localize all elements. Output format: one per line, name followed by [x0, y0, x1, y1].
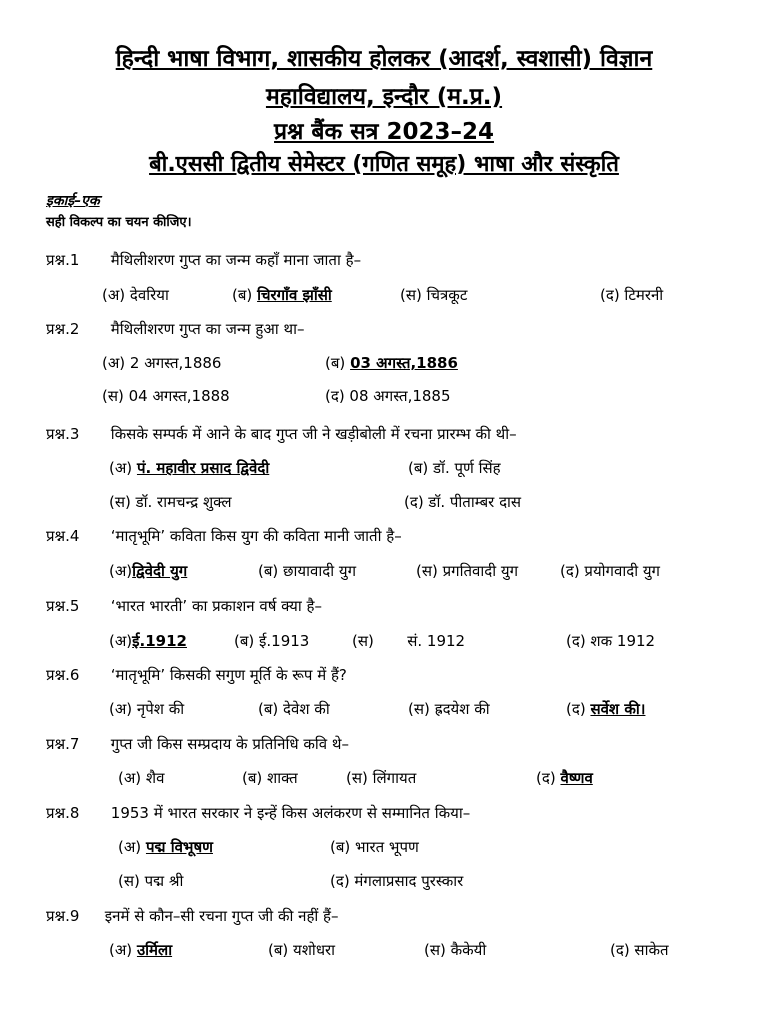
- option-a: (अ) शैव: [118, 769, 165, 787]
- question-8: [46, 803, 470, 823]
- answer-key: चिरगाँव झाँसी: [257, 286, 332, 304]
- option-a: (अ) देवरिया: [102, 286, 169, 304]
- answer-key: पद्म विभूषण: [145, 838, 213, 856]
- question-number: प्रश्न.4: [46, 527, 80, 545]
- option-d: (द) प्रयोगवादी युग: [560, 562, 660, 580]
- question-number: प्रश्न.2: [46, 320, 80, 338]
- option-d: (द) टिमरनी: [600, 286, 664, 304]
- question-6: [46, 665, 347, 685]
- unit-heading: इकाई–एक: [46, 193, 100, 209]
- option-b: (ब) शाक्त: [242, 769, 298, 787]
- option-a: (अ) पं. महावीर प्रसाद द्विवेदी: [109, 459, 270, 477]
- option-d: (द) मंगलाप्रसाद पुरस्कार: [330, 872, 464, 890]
- option-d: (द) डॉ. पीताम्बर दास: [404, 493, 522, 511]
- question-number: प्रश्न.1: [46, 251, 80, 269]
- option-d: (द) वैष्णव: [536, 769, 593, 787]
- option-b: (ब) छायावादी युग: [258, 562, 357, 580]
- option-a: (अ) नृपेश की: [109, 700, 185, 718]
- answer-key: वैष्णव: [560, 769, 593, 787]
- question-3: [46, 424, 517, 444]
- option-b: (ब) ई.1913: [234, 632, 310, 650]
- option-c: (स) पद्म श्री: [118, 872, 184, 890]
- question-number: प्रश्न.3: [46, 425, 80, 443]
- instruction-text: सही विकल्प का चयन कीजिए।: [46, 215, 192, 230]
- option-c: (स) चित्रकूट: [400, 286, 468, 304]
- question-text: ‘मातृभूमि’ किसकी सगुण मूर्ति के रूप में हैं?: [110, 666, 347, 684]
- question-number: प्रश्न.8: [46, 804, 80, 822]
- option-c: (स) ह्रदयेश की: [408, 700, 490, 718]
- option-a: (अ)ई.1912: [109, 632, 187, 650]
- question-number: प्रश्न.9: [46, 907, 80, 925]
- option-c: (स) कैकेयी: [424, 941, 487, 959]
- answer-key: उर्मिला: [136, 941, 173, 959]
- question-number: प्रश्न.5: [46, 597, 80, 615]
- option-c: (स) 04 अगस्त,1888: [102, 387, 230, 405]
- question-text: किसके सम्पर्क में आने के बाद गुप्त जी ने खड़ीबोली में रचना प्रारम्भ की थी–: [110, 425, 517, 443]
- question-7: [46, 734, 349, 754]
- question-9: [46, 906, 339, 926]
- option-b: (ब) 03 अगस्त,1886: [325, 354, 458, 372]
- option-a: (अ) उर्मिला: [109, 941, 173, 959]
- option-d: (द) 08 अगस्त,1885: [325, 387, 451, 405]
- option-b: (ब) देवेश की: [258, 700, 330, 718]
- header-line-college: महाविद्यालय, इन्दौर (म.प्र.): [265, 84, 503, 110]
- option-a: (अ)द्विवेदी युग: [109, 562, 188, 580]
- question-1: [46, 250, 361, 270]
- header-line-department: हिन्दी भाषा विभाग, शासकीय होलकर (आदर्श, स्वशासी) विज्ञान: [115, 46, 653, 72]
- answer-key: द्विवेदी युग: [132, 562, 188, 580]
- option-c: (स) लिंगायत: [346, 769, 417, 787]
- option-b: (ब) चिरगाँव झाँसी: [232, 286, 332, 304]
- question-text: मैथिलीशरण गुप्त का जन्म कहाँ माना जाता है–: [110, 251, 362, 269]
- option-a: (अ) पद्म विभूषण: [118, 838, 213, 856]
- question-text: गुप्त जी किस सम्प्रदाय के प्रतिनिधि कवि थे–: [110, 735, 349, 753]
- answer-key: पं. महावीर प्रसाद द्विवेदी: [136, 459, 270, 477]
- question-number: प्रश्न.7: [46, 735, 80, 753]
- option-d: (द) शक 1912: [566, 632, 656, 650]
- question-5: [46, 596, 322, 616]
- question-text: ‘मातृभूमि’ कविता किस युग की कविता मानी जाती है–: [110, 527, 402, 545]
- header-line-session: प्रश्न बैंक सत्र 2023–24: [274, 119, 494, 145]
- question-text: मैथिलीशरण गुप्त का जन्म हुआ था–: [110, 320, 305, 338]
- option-d: (द) साकेत: [610, 941, 669, 959]
- question-text: ‘भारत भारती’ का प्रकाशन वर्ष क्या है–: [110, 597, 322, 615]
- option-b: (ब) डॉ. पूर्ण सिंह: [408, 459, 501, 477]
- option-c: (स) सं. 1912: [352, 632, 466, 650]
- answer-key: ई.1912: [132, 632, 187, 650]
- question-text: इनमें से कौन–सी रचना गुप्त जी की नहीं हैं–: [104, 907, 339, 925]
- option-c: (स) प्रगतिवादी युग: [416, 562, 519, 580]
- option-b: (ब) भारत भूपण: [330, 838, 419, 856]
- header-line-course: बी.एससी द्वितीय सेमेस्टर (गणित समूह) भाषा और संस्कृति: [149, 152, 619, 177]
- option-d: (द) सर्वेश की।: [566, 700, 646, 718]
- option-c: (स) डॉ. रामचन्द्र शुक्ल: [109, 493, 232, 511]
- option-b: (ब) यशोधरा: [268, 941, 336, 959]
- question-2: [46, 319, 304, 339]
- answer-key: सर्वेश की।: [590, 700, 646, 718]
- question-text: 1953 में भारत सरकार ने इन्हें किस अलंकरण से सम्मानित किया–: [110, 804, 471, 822]
- option-a: (अ) 2 अगस्त,1886: [102, 354, 222, 372]
- question-4: [46, 526, 402, 546]
- answer-key: 03 अगस्त,1886: [350, 354, 458, 372]
- question-number: प्रश्न.6: [46, 666, 80, 684]
